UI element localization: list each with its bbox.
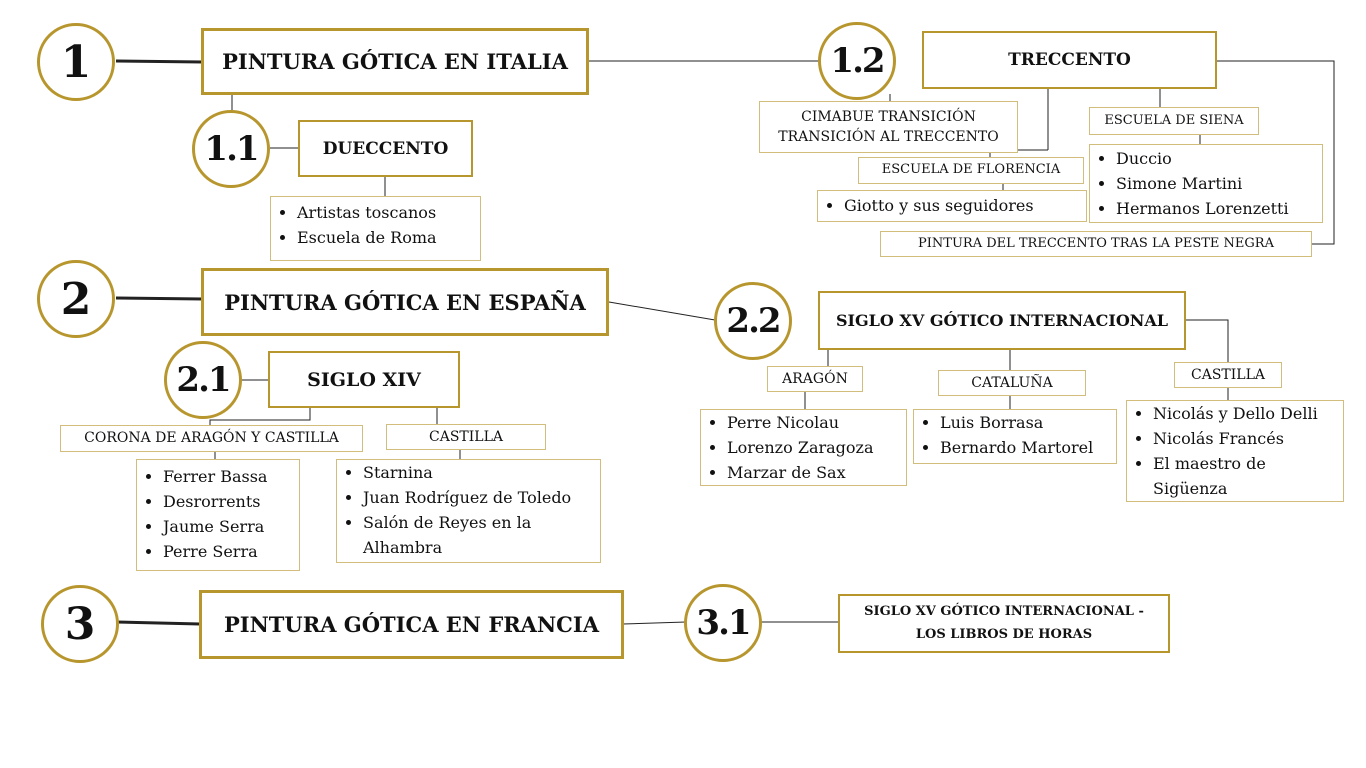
florencia-list <box>817 190 1087 222</box>
list-item: • El maestro de <box>1153 451 1337 476</box>
subsection-3-1-title-line-1: SIGLO XV GÓTICO INTERNACIONAL - <box>864 603 1144 619</box>
section-2-title: PINTURA GÓTICA EN ESPAÑA <box>224 289 586 315</box>
subsection-1-1-title: DUECCENTO <box>322 138 449 159</box>
subsection-1-2-number-circle <box>818 22 896 100</box>
section-1-number-circle <box>37 23 115 101</box>
subsection-1-2-number: 1.2 <box>830 41 884 81</box>
subsection-2-1-title: SIGLO XIV <box>307 368 421 391</box>
list-item: • Ferrer Bassa <box>163 464 293 489</box>
section-2-title-box <box>201 268 609 336</box>
castilla-xv-list <box>1126 400 1344 502</box>
list-item: • Desrorrents <box>163 489 293 514</box>
section-2-number: 2 <box>60 273 92 325</box>
section-3-number-circle <box>41 585 119 663</box>
list-item: • Nicolás Francés <box>1153 426 1337 451</box>
subsection-1-2-title: TRECCENTO <box>1008 50 1131 70</box>
cimabue-label <box>759 101 1018 153</box>
subsection-2-2-title: SIGLO XV GÓTICO INTERNACIONAL <box>835 311 1169 330</box>
list-item: • Lorenzo Zaragoza <box>727 435 900 460</box>
subsection-2-2-number: 2.2 <box>726 301 780 341</box>
corona-aragon-castilla-label: CORONA DE ARAGÓN Y CASTILLA <box>60 425 363 452</box>
section-1-title: PINTURA GÓTICA EN ITALIA <box>222 49 568 74</box>
list-item: • Perre Serra <box>163 539 293 564</box>
list-item: • Jaume Serra <box>163 514 293 539</box>
section-3-title: PINTURA GÓTICA EN FRANCIA <box>224 612 599 637</box>
corona-list <box>136 459 300 571</box>
section-3-number: 3 <box>64 598 96 650</box>
list-item: • Escuela de Roma <box>297 225 474 250</box>
subsection-3-1-number-text: 3.1 <box>696 603 750 643</box>
list-item: • Bernardo Martorel <box>940 435 1110 460</box>
subsection-2-1-title-box <box>268 351 460 408</box>
aragon-list <box>700 409 907 486</box>
subsection-2-2-title-box <box>818 291 1186 350</box>
list-item: • Hermanos Lorenzetti <box>1116 196 1316 221</box>
list-item: • Simone Martini <box>1116 171 1316 196</box>
dueccento-list <box>270 196 481 261</box>
cataluna-list <box>913 409 1117 464</box>
list-item: • Marzar de Sax <box>727 460 900 485</box>
list-item: • Luis Borrasa <box>940 410 1110 435</box>
list-item: Sigüenza <box>1153 479 1228 498</box>
cataluna-label: CATALUÑA <box>938 370 1086 396</box>
subsection-3-1-title-box <box>838 594 1170 653</box>
list-item: • Perre Nicolau <box>727 410 900 435</box>
subsection-1-1-title-box <box>298 120 473 177</box>
list-item: • Starnina <box>363 460 594 485</box>
siena-list <box>1089 144 1323 223</box>
castilla-xv-label: CASTILLA <box>1174 362 1282 388</box>
escuela-siena-label: ESCUELA DE SIENA <box>1089 107 1259 135</box>
aragon-label: ARAGÓN <box>767 366 863 392</box>
list-item: • Giotto y sus seguidores <box>844 193 1080 218</box>
peste-negra-label: PINTURA DEL TRECCENTO TRAS LA PESTE NEGRA <box>880 231 1312 257</box>
subsection-1-1-number-circle <box>192 110 270 188</box>
subsection-2-1-number: 2.1 <box>176 360 230 400</box>
section-2-number-circle <box>37 260 115 338</box>
section-1-title-box <box>201 28 589 95</box>
cimabue-line-1: CIMABUE TRANSICIÓN <box>801 108 976 125</box>
subsection-1-1-number: 1.1 <box>204 129 258 169</box>
list-item: • Artistas toscanos <box>297 200 474 225</box>
subsection-1-2-title-box <box>922 31 1217 89</box>
subsection-2-1-number-circle <box>164 341 242 419</box>
subsection-3-1-title-line-2: LOS LIBROS DE HORAS <box>915 626 1093 642</box>
section-1-number: 1 <box>60 36 92 88</box>
list-item: Alhambra <box>363 538 443 557</box>
subsection-2-2-number-circle <box>714 282 792 360</box>
castilla-xiv-list <box>336 459 601 563</box>
list-item: • Nicolás y Dello Delli <box>1153 401 1337 426</box>
list-item: • Juan Rodríguez de Toledo <box>363 485 594 510</box>
escuela-florencia-label: ESCUELA DE FLORENCIA <box>858 157 1084 184</box>
subsection-3-1-number-circle <box>684 584 762 662</box>
section-3-title-box <box>199 590 624 659</box>
castilla-xiv-label: CASTILLA <box>386 424 546 450</box>
list-item: • Duccio <box>1116 146 1316 171</box>
cimabue-line-2: TRANSICIÓN AL TRECCENTO <box>778 129 999 145</box>
list-item: • Salón de Reyes en la <box>363 510 594 535</box>
